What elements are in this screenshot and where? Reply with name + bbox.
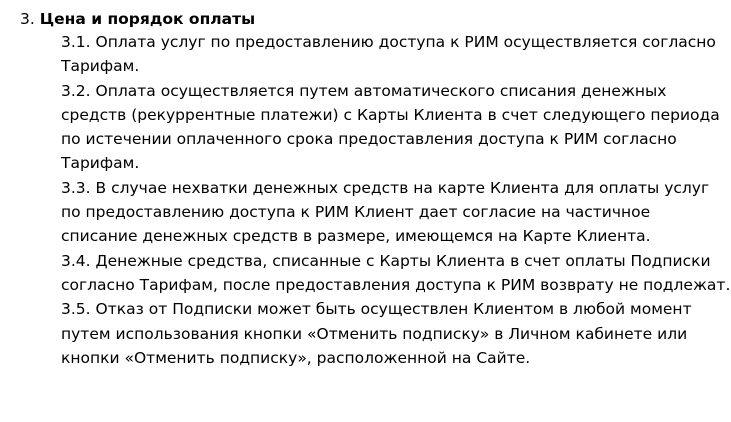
clause-list [20,30,731,370]
clause-3-1 [61,30,731,79]
clause-3-4 [61,249,731,298]
clause-3-3 [61,176,731,249]
clause-label: 3.4. [61,251,91,270]
clause-3-2 [61,79,731,176]
section-heading [20,8,720,30]
section-price-and-payment [20,8,731,370]
clause-text: В случае нехватки денежных средств на карте Клиента для оплаты услуг по предоставлению доступа к РИМ Клиент дает согласие на частичное списание денежных средств в размере, имеющемся на Карте Клиента. [61,178,710,246]
clause-3-5 [61,297,731,370]
clause-label: 3.3. [61,178,91,197]
section-title: Цена и порядок оплаты [39,10,256,28]
clause-text: Отказ от Подписки может быть осуществлен Клиентом в любой момент путем использования кнопки «Отменить подписку» в Личном кабинете или кнопки «Отменить подписку», расположенной на Сайте. [61,300,692,367]
section-number: 3. [20,10,35,28]
clause-text: Денежные средства, списанные с Карты Клиента в счет оплаты Подписки согласно Тарифам, после предоставления доступа к РИМ возврату не подлежат. [61,251,731,294]
clause-text: Оплата осуществляется путем автоматического списания денежных средств (рекуррентные платежи) с Карты Клиента в счет следующего периода по истечении оплаченного срока предоставления доступа к РИМ согласно Тарифам. [61,81,720,173]
clause-label: 3.5. [61,300,91,319]
clause-text: Оплата услуг по предоставлению доступа к РИМ осуществляется согласно Тарифам. [61,33,716,76]
clause-label: 3.2. [61,81,91,100]
clause-label: 3.1. [61,33,91,51]
